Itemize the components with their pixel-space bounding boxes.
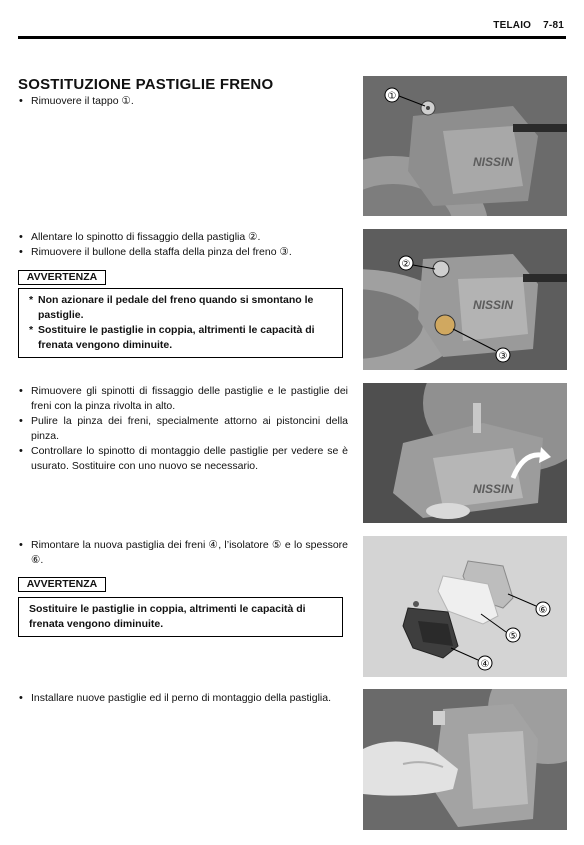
photo-remove-cap — [363, 76, 567, 216]
callout-6: ⑥ — [538, 605, 548, 616]
photo-loosen-pin — [363, 229, 567, 370]
step-1 — [18, 94, 348, 109]
callout-4: ④ — [480, 659, 490, 670]
step-3 — [18, 384, 348, 474]
instruction-item: • Installare nuove pastiglie ed il perno di montaggio della pastiglia. — [18, 691, 348, 706]
photo-new-pads — [363, 536, 567, 677]
warning-box — [18, 597, 343, 637]
page-title: SOSTITUZIONE PASTIGLIE FRENO — [18, 76, 274, 93]
caliper-logo: NISSIN — [473, 298, 514, 312]
callout-3: ③ — [498, 351, 508, 362]
warning-label: AVVERTENZA — [18, 270, 106, 285]
step-2 — [18, 230, 348, 260]
warning-box — [18, 288, 343, 358]
section-name: TELAIO — [493, 20, 532, 31]
warning-label: AVVERTENZA — [18, 577, 106, 592]
callout-2: ② — [401, 259, 411, 270]
caliper-logo: NISSIN — [473, 155, 514, 169]
callout-5: ⑤ — [508, 631, 518, 642]
page-number: 7-81 — [543, 20, 564, 31]
instruction-item: • Rimuovere il bullone della staffa della pinza del freno ③. — [18, 245, 348, 260]
instruction-item: • Controllare lo spinotto di montaggio delle pastiglie per vedere se è usurato. Sostituire con uno nuovo se necessario. — [18, 444, 348, 474]
running-header — [493, 20, 564, 31]
asterisk: * — [29, 324, 34, 336]
instruction-item: • Rimuovere il tappo ①. — [18, 94, 348, 109]
asterisk: * — [29, 294, 34, 306]
instruction-item: • Rimontare la nuova pastiglia dei freni ④, l’isolatore ⑤ e lo spessore ⑥. — [18, 538, 348, 568]
warning-line: * Non azionare il pedale del freno quando si smontano le pastiglie. — [29, 294, 314, 321]
warning-line: Sostituire le pastiglie in coppia, altrimenti le capacità di frenata vengono diminuite. — [29, 603, 306, 630]
caliper-logo: NISSIN — [473, 482, 514, 496]
instruction-item: • Allentare lo spinotto di fissaggio della pastiglia ②. — [18, 230, 348, 245]
instruction-item: • Pulire la pinza dei freni, specialmente attorno ai pistoncini della pinza. — [18, 414, 348, 444]
step-4 — [18, 538, 348, 568]
instruction-item: • Rimuovere gli spinotti di fissaggio delle pastiglie e le pastiglie dei freni con la pinza rivolta in alto. — [18, 384, 348, 414]
header-rule — [18, 36, 566, 39]
photo-remove-pads — [363, 383, 567, 523]
warning-line: * Sostituire le pastiglie in coppia, altrimenti le capacità di frenata vengono diminuite. — [29, 324, 315, 351]
photo-install-pads — [363, 689, 567, 830]
step-5 — [18, 691, 348, 706]
callout-1: ① — [387, 91, 397, 102]
